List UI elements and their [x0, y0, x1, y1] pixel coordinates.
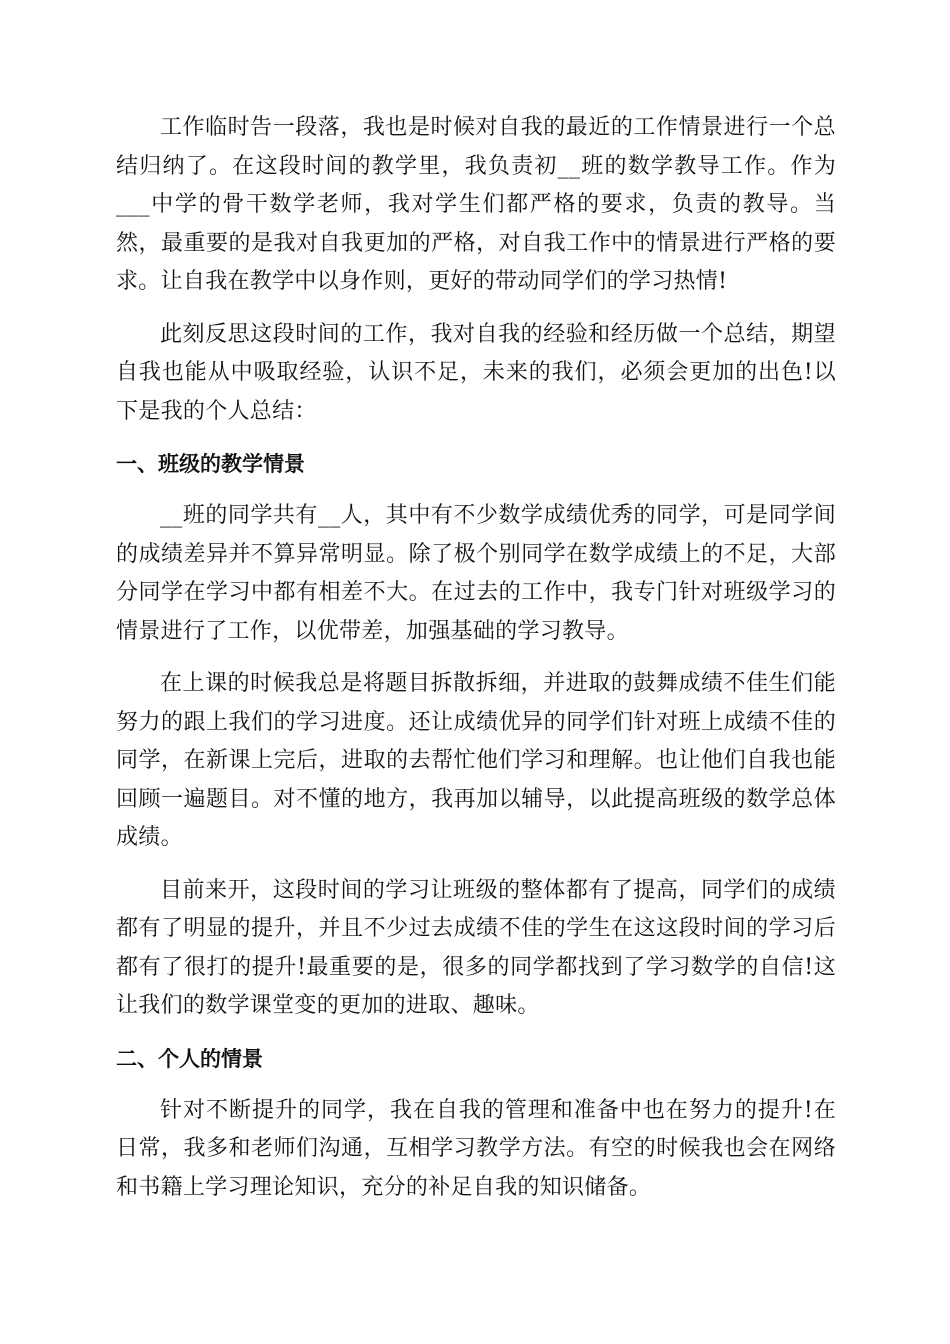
section2-paragraph-1: 针对不断提升的同学，我在自我的管理和准备中也在努力的提升!在日常，我多和老师们沟通，互相学习教学方法。有空的时候我也会在网络和书籍上学习理论知识，充分的补足自我的知识储备。 [116, 1097, 836, 1200]
section-heading-personal: 二、个人的情景 [116, 1046, 263, 1071]
intro-paragraph-2: 此刻反思这段时间的工作，我对自我的经验和经历做一个总结，期望自我也能从中吸取经验，认识不足，未来的我们，必须会更加的出色!以下是我的个人总结： [116, 321, 836, 424]
section1-paragraph-3: 目前来开，这段时间的学习让班级的整体都有了提高，同学们的成绩都有了明显的提升，并且不少过去成绩不佳的学生在这这段时间的学习后都有了很打的提升!最重要的是，很多的同学都找到了学习数学的自信!这让我们的数学课堂变的更加的进取、趣味。 [116, 877, 836, 1018]
intro-paragraph-1: 工作临时告一段落，我也是时候对自我的最近的工作情景进行一个总结归纳了。在这段时间的教学里，我负责初__班的数学教导工作。作为___中学的骨干数学老师，我对学生们都严格的要求，负责的教导。当然，最重要的是我对自我更加的严格，对自我工作中的情景进行严格的要求。让自我在教学中以身作则，更好的带动同学们的学习热情! [116, 115, 836, 294]
section-heading-class-teaching: 一、班级的教学情景 [116, 452, 305, 476]
document-body [116, 109, 836, 1221]
section1-paragraph-1: __班的同学共有__人，其中有不少数学成绩优秀的同学，可是同学间的成绩差异并不算异常明显。除了极个别同学在数学成绩上的不足，大部分同学在学习中都有相差不大。在过去的工作中，我专门针对班级学习的情景进行了工作，以优带差，加强基础的学习教导。 [116, 503, 836, 644]
section1-paragraph-2: 在上课的时候我总是将题目拆散拆细，并进取的鼓舞成绩不佳生们能努力的跟上我们的学习进度。还让成绩优异的同学们针对班上成绩不佳的同学，在新课上完后，进取的去帮忙他们学习和理解。也让他们自我也能回顾一遍题目。对不懂的地方，我再加以辅导，以此提高班级的数学总体成绩。 [116, 671, 836, 850]
